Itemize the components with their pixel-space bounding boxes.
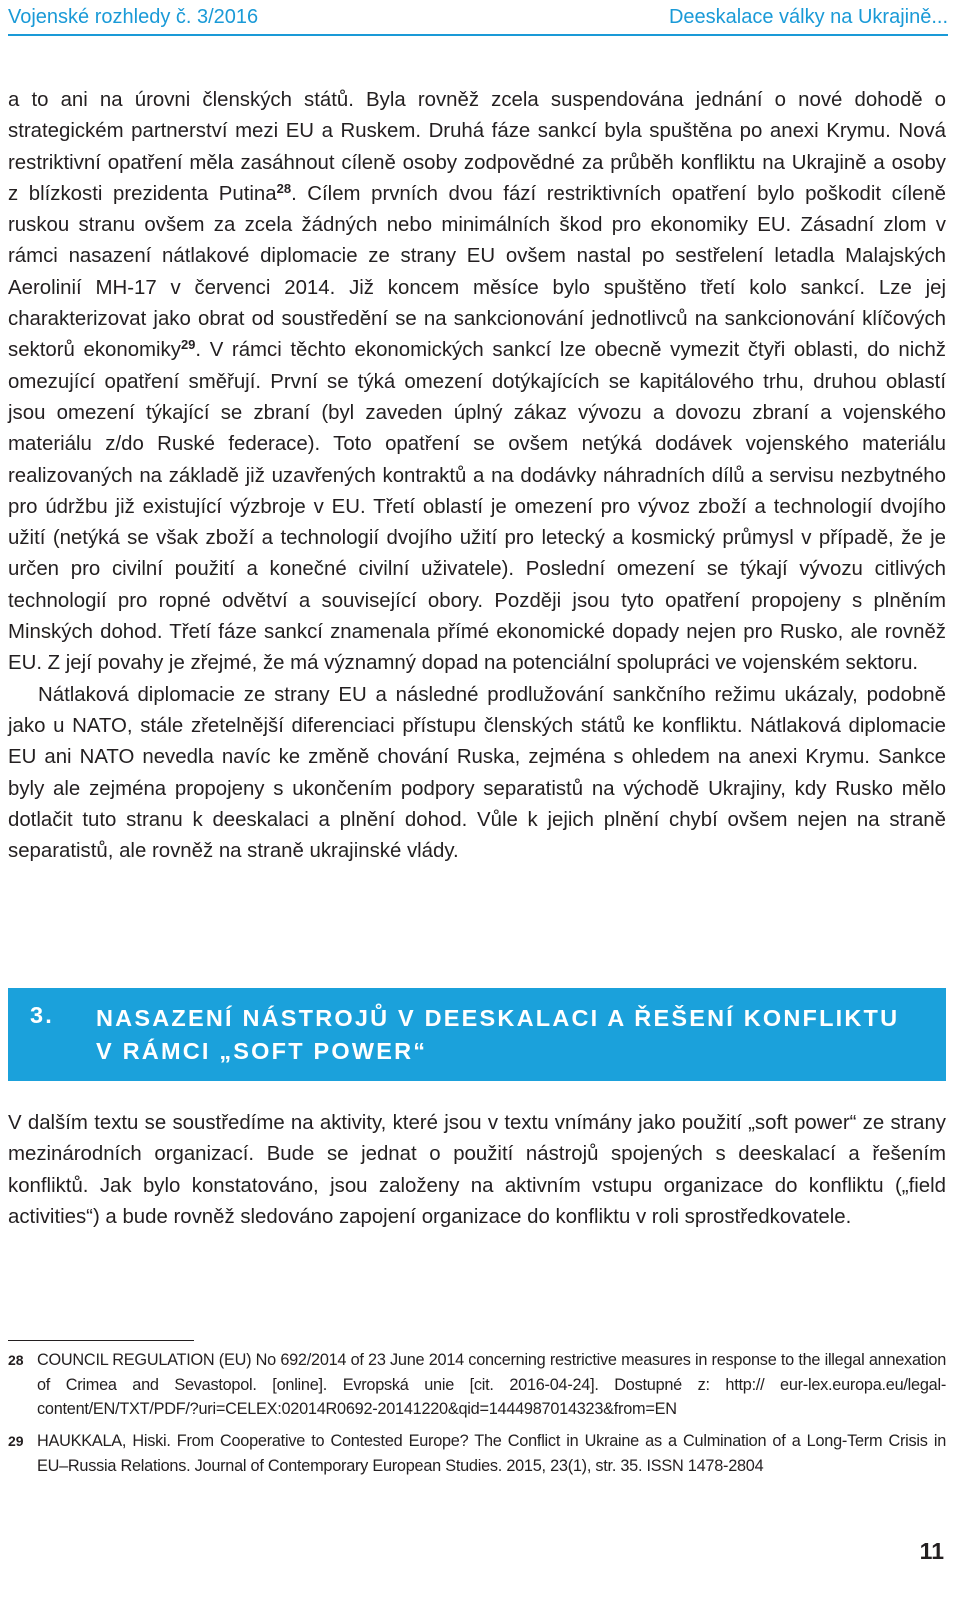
body-text-upper bbox=[8, 85, 946, 867]
journal-title: Vojenské rozhledy č. 3/2016 bbox=[8, 5, 259, 28]
footnote-number: 29 bbox=[8, 1433, 24, 1449]
page-number: 11 bbox=[919, 1538, 944, 1564]
section-heading bbox=[8, 988, 946, 1081]
footnote-28 bbox=[8, 1348, 946, 1422]
section-title: NASAZENÍ NÁSTROJŮ V DEESKALACI A ŘEŠENÍ KONFLIKTU V RÁMCI „SOFT POWER“ bbox=[96, 1005, 900, 1064]
article-title: Deeskalace války na Ukrajině... bbox=[668, 5, 948, 28]
running-header bbox=[8, 0, 948, 36]
footnote-ref-28[interactable]: 28 bbox=[276, 180, 292, 196]
paragraph-1-part-c: . V rámci těchto ekonomických sankcí lze obecně vymezit čtyři oblasti, do nichž omezující opatření směřují. První se týká omezení dotýkajících se kapitálového trhu, druhou oblastí jsou omezení týkající se zbraní (byl zaveden úplný zákaz vývozu a dovozu zbraní a vojenského materiálu z/do Ruské federace). Toto opatření se ovšem netýká dodávek vojenského materiálu realizovaných na základě již uzavřených kontraktů a na dodávky náhradních dílů a servisu nezbytného pro údržbu již existující výzbroje v EU. Třetí oblastí je omezení pro vývoz zboží a technologií dvojího užití (netýká se však zboží a technologií dvojího užití pro letecký a kosmický průmysl v případě, že je určen pro civilní použití a konečné civilní uživatele). Poslední omezení se týkají vývozu citlivých technologií pro ropné odvětví a související obory. Později jsou tyto opatření propojeny s plněním Minských dohod. Třetí fáze sankcí znamenala přímé ekonomické dopady nejen pro Rusko, ale rovněž EU. Z její povahy je zřejmé, že má významný dopad na potenciální spolupráci ve vojenském sektoru. bbox=[8, 339, 946, 675]
section-number: 3. bbox=[30, 1002, 54, 1028]
footnote-divider bbox=[8, 1340, 194, 1341]
paragraph-2: Nátlaková diplomacie ze strany EU a následné prodlužování sankčního režimu ukázaly, podobně jako u NATO, stále zřetelnější diferenciaci přístupu členských států ke konfliktu. Nátlaková diplomacie EU ani NATO nevedla navíc ke změně chování Ruska, zejména s ohledem na anexi Krymu. Sankce byly ale zejména propojeny s ukončením podpory separatistů na východě Ukrajiny, kdy Rusko mělo dotlačit tuto stranu k deeskalaci a plnění dohod. Vůle k jejich plnění chybí ovšem nejen na straně separatistů, ale rovněž na straně ukrajinské vlády. bbox=[8, 683, 946, 863]
body-text-lower bbox=[8, 1108, 946, 1233]
footnote-number: 28 bbox=[8, 1352, 24, 1368]
paragraph-3: V dalším textu se soustředíme na aktivity, které jsou v textu vnímány jako použití „soft power“ ze strany mezinárodních organizací. Bude se jednat o použití nástrojů spojených s deeskalací a řešením konfliktů. Jak bylo konstatováno, jsou založeny na aktivním vstupu organizace do konfliktu („field activities“) a bude rovněž sledováno zapojení organizace do konfliktu v roli sprostředkovatele. bbox=[8, 1112, 946, 1228]
footnote-text: HAUKKALA, Hiski. From Cooperative to Contested Europe? The Conflict in Ukraine as a Culmination of a Long-Term Crisis in EU–Russia Relations. Journal of Contemporary European Studies. 2015, 23(1), str. 35. ISSN 1478-2804 bbox=[37, 1432, 946, 1475]
paragraph-1-part-a: a to ani na úrovni členských států. Byla rovněž zcela suspendována jednání o nové dohodě o strategickém partnerství mezi EU a Ruskem. Druhá fáze sankcí byla spuštěna po anexi Krymu. Nová restriktivní opatření měla zasáhnout cíleně osoby zodpovědné za průběh konfliktu na Ukrajině a osoby z blízkosti prezidenta Putina bbox=[8, 89, 946, 205]
paragraph-1 bbox=[8, 85, 946, 680]
footnote-ref-29[interactable]: 29 bbox=[180, 337, 196, 353]
footnote-text: COUNCIL REGULATION (EU) No 692/2014 of 23 June 2014 concerning restrictive measures in response to the illegal annexation of Crimea and Sevastopol. [online]. Evropská unie [cit. 2016-04-24]. Dostupné z: http:// eur-lex.europa.eu/legal-content/EN/TXT/PDF/?uri=CELEX:02014R0692-20141220&qid=1444987014323&from=EN bbox=[37, 1351, 946, 1418]
paragraph-1-part-b: . Cílem prvních dvou fází restriktivních opatření bylo poškodit cíleně ruskou stranu ovšem za zcela žádných nebo minimálních škod pro ekonomiky EU. Zásadní zlom v rámci nasazení nátlakové diplomacie ze strany EU ovšem nastal po sestřelení letadla Malajských Aerolinií MH-17 v červenci 2014. Již koncem měsíce bylo spuštěno třetí kolo sankcí. Lze jej charakterizovat jako obrat od soustředění se na sankcionování jednotlivců na sankcionování klíčových sektorů ekonomiky bbox=[8, 182, 947, 362]
footnote-29 bbox=[8, 1429, 946, 1478]
